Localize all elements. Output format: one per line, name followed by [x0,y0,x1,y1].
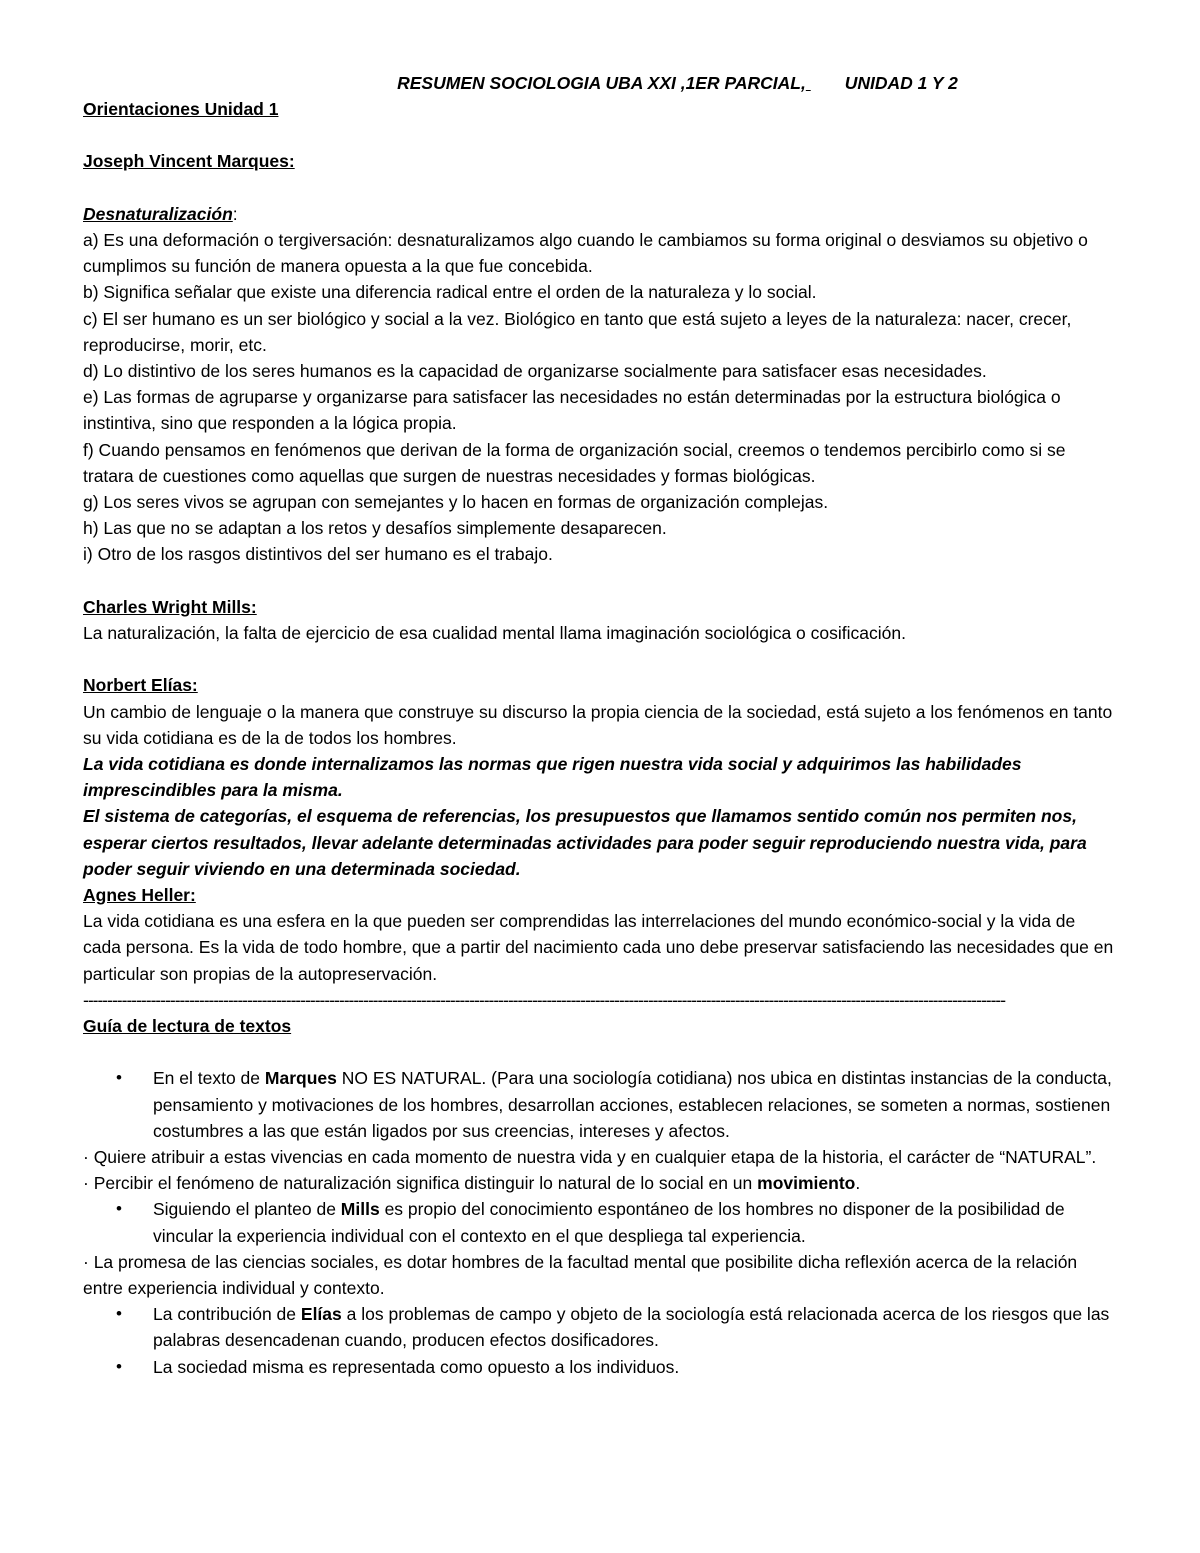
subheading-colon: : [232,203,238,224]
item-a: a) Es una deformación o tergiversación: desnaturalizamos algo cuando le cambiamos su forma original o desviamos su objetivo o cumplimos su función de manera opuesta a la que fue concebida. [83,229,1088,277]
bullet-icon: • [116,1356,122,1376]
author-heading-mills: Charles Wright Mills: [83,596,257,617]
guide-bullets-1 [83,1065,1118,1144]
document-title [83,70,1118,96]
dashed-divider: ----------------------------------------------------------------------------------------------------------------------------------------------------------------------------------------------- [83,989,1006,1010]
bullet-text: a los problemas de campo y objeto de la sociología está relacionada acerca de los riesgos que las palabras desencadenan cuando, producen efectos dosificadores. [153,1304,1110,1351]
title-part-2: UNIDAD 1 Y 2 [844,73,958,93]
item-c: c) El ser humano es un ser biológico y social a la vez. Biológico en tanto que está sujeto a leyes de la naturaleza: nacer, crecer, reproducirse, morir, etc. [83,308,1072,355]
guide-bullets-3 [83,1301,1118,1380]
bullet-icon: • [116,1304,122,1324]
elias-emphasis-2: El sistema de categorías, el esquema de referencias, los presupuestos que llamamos sentido común nos permiten nos, esperar ciertos resultados, llevar adelante determinadas actividades para poder seguir reproduciendo nuestra vida, para poder seguir viviendo en una determinada sociedad. [83,806,1087,879]
guide-bullets-2 [83,1196,1118,1248]
elias-text: Un cambio de lenguaje o la manera que construye su discurso la propia ciencia de la sociedad, está sujeto a los fenómenos en tanto su vida cotidiana es de la de todos los hombres. [83,701,1113,748]
bullet-text: Siguiendo el planteo de [153,1199,341,1220]
item-d: d) Lo distintivo de los seres humanos es la capacidad de organizarse socialmente para satisfacer esas necesidades. [83,361,987,381]
para-text: · Percibir el fenómeno de naturalización significa distinguir lo natural de lo social en un [83,1173,758,1194]
section-heading-unidad-1: Orientaciones Unidad 1 [83,99,279,119]
para-text: . [855,1173,861,1194]
item-f: f) Cuando pensamos en fenómenos que derivan de la forma de organización social, creemos o tendemos percibirlo como si se tratara de cuestiones como aquellas que surgen de nuestras necesidades y formas biológicas. [83,439,1066,486]
bullet-icon: • [116,1068,122,1088]
list-item [83,1196,1118,1248]
author-heading-marques: Joseph Vincent Marques: [83,151,295,172]
item-b: b) Significa señalar que existe una diferencia radical entre el orden de la naturaleza y lo social. [83,282,817,303]
subheading-desnaturalizacion [83,201,1118,227]
title-part-1: RESUMEN SOCIOLOGIA UBA XXI ,1ER PARCIAL, [397,73,806,93]
guide-para-3: · La promesa de las ciencias sociales, es dotar hombres de la facultad mental que posibilite dicha reflexión acerca de la relación entre experiencia individual y contexto. [83,1251,1078,1299]
item-e: e) Las formas de agruparse y organizarse para satisfacer las necesidades no están determinadas por la estructura biológica o instintiva, sino que responden a la lógica propia. [83,387,1061,434]
bullet-icon: • [116,1199,122,1219]
guide-heading: Guía de lectura de textos [83,1016,292,1037]
para-bold: movimiento [757,1173,856,1194]
elias-emphasis-1: La vida cotidiana es donde internalizamos las normas que rigen nuestra vida social y adquirimos las habilidades imprescindibles para la misma. [83,754,1022,801]
bullet-bold: Elías [300,1304,342,1325]
mills-text: La naturalización, la falta de ejercicio de esa cualidad mental llama imaginación sociológica o cosificación. [83,623,906,644]
bullet-text: La sociedad misma es representada como opuesto a los individuos. [153,1356,680,1377]
heller-text: La vida cotidiana es una esfera en la que pueden ser comprendidas las interrelaciones del mundo económico-social y la vida de cada persona. Es la vida de todo hombre, que a partir del nacimiento cada uno debe preservar satisfaciendo las necesidades que en particular son propias de la autopreservación. [83,911,1114,984]
author-heading-elias: Norbert Elías: [83,675,198,696]
document-page [83,70,1118,1380]
bullet-text: es propio del conocimiento espontáneo de los hombres no disponer de la posibilidad de vincular la experiencia individual con el contexto en el que despliega tal experiencia. [153,1199,1065,1246]
guide-para-1: · Quiere atribuir a estas vivencias en cada momento de nuestra vida y en cualquier etapa de la historia, el carácter de “NATURAL”. [83,1147,1097,1168]
bullet-text: NO ES NATURAL. (Para una sociología cotidiana) nos ubica en distintas instancias de la conducta, pensamiento y motivaciones de los hombres, desarrollan acciones, establecen relaciones, se someten a normas, sostienen costumbres a las que están ligados por sus creencias, intereses y afectos. [153,1068,1112,1141]
bullet-bold: Marques [264,1068,337,1089]
guide-para-2 [83,1170,1118,1196]
author-heading-heller: Agnes Heller: [83,885,196,906]
item-g: g) Los seres vivos se agrupan con semejantes y lo hacen en formas de organización complejas. [83,492,829,513]
item-h: h) Las que no se adaptan a los retos y desafíos simplemente desaparecen. [83,518,667,539]
subheading-text: Desnaturalización [83,203,233,224]
list-item [83,1354,1118,1380]
item-i: i) Otro de los rasgos distintivos del ser humano es el trabajo. [83,544,553,565]
bullet-bold: Mills [340,1199,380,1220]
list-item [83,1065,1118,1144]
bullet-text: La contribución de [153,1304,301,1325]
list-item [83,1301,1118,1353]
bullet-text: En el texto de [153,1068,265,1089]
